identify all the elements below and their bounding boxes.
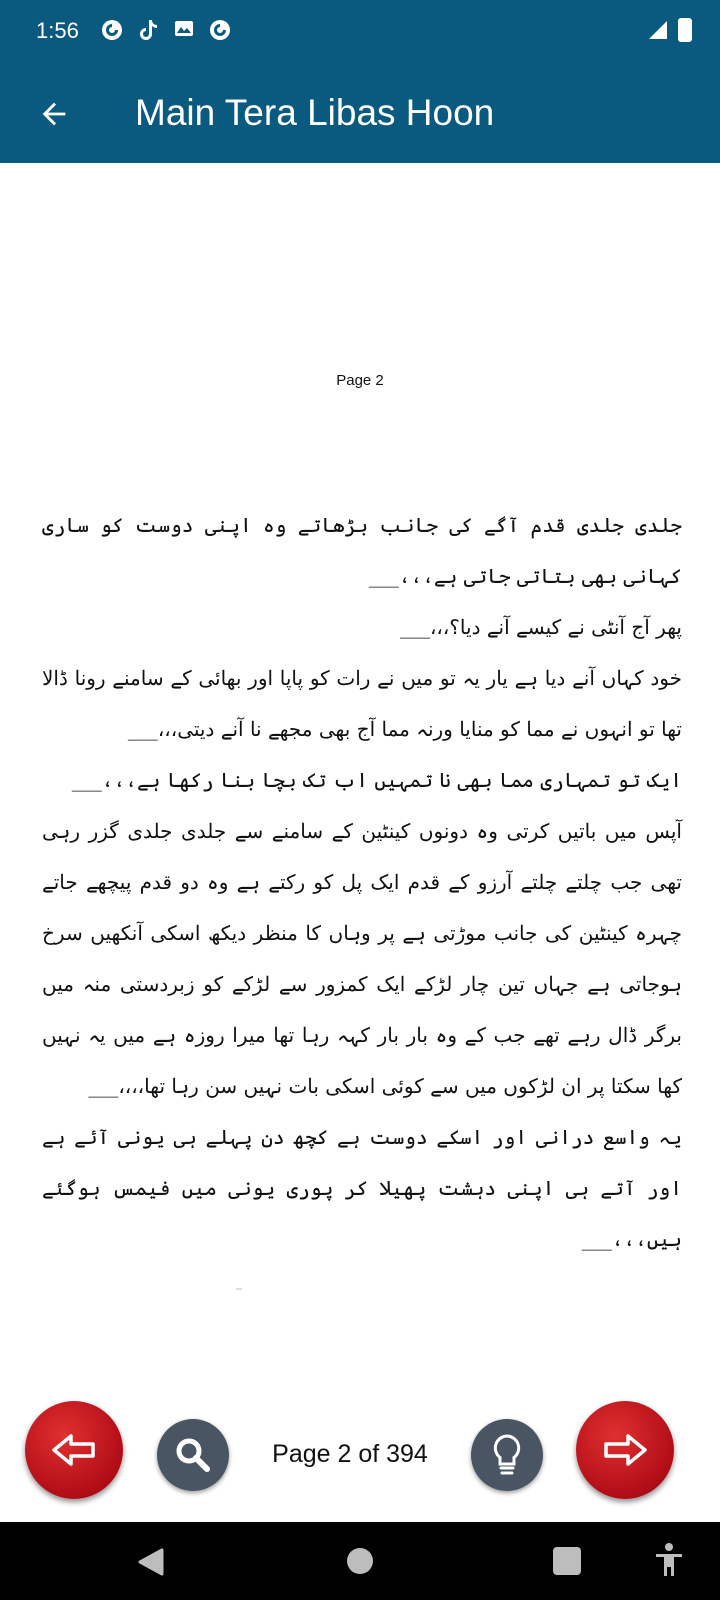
arrow-left-icon bbox=[37, 97, 71, 131]
lightbulb-icon bbox=[490, 1433, 524, 1477]
paragraph: جلدی جلدی قدم آگے کی جانب بڑھاتے وہ اپنی دوست کو ساری کہانی بھی بتاتی جاتی ہے،،،___ bbox=[42, 513, 682, 588]
battery-icon bbox=[678, 18, 692, 42]
page-label: Page 2 bbox=[336, 372, 384, 389]
accessibility-button[interactable] bbox=[654, 1542, 684, 1582]
search-button[interactable] bbox=[157, 1419, 229, 1491]
nav-back-button[interactable] bbox=[138, 1548, 164, 1580]
next-page-button[interactable] bbox=[576, 1401, 674, 1499]
previous-page-button[interactable] bbox=[25, 1401, 123, 1499]
paragraph: آپس میں باتیں کرتی وہ دونوں کینٹین کے سامنے سے جلدی جلدی گزر رہی تھی جب چلتے چلتے آرزو کے قدم ایک پل کو رکتے ہے وہ دو قدم پیچھے جاتے چہرہ کینٹین کی جانب موڑتی ہے پر وہاں کا منظر دیکھ اسکی آنکھیں سرخ ہوجاتی ہے جہاں تین چار لڑکے ایک کمزور سے لڑکے کو زبردستی منہ میں برگر ڈال رہے تھے جب کے وہ بار بار کہہ رہا تھا میرا روزہ ہے میں یہ نہیں کھا سکتا پر ان لڑکوں میں سے کوئی اسکی بات نہیں سن رہا تھا،،،،___ bbox=[42, 819, 682, 1098]
cast-icon bbox=[172, 19, 196, 41]
nav-home-button[interactable] bbox=[347, 1548, 373, 1574]
search-icon bbox=[173, 1435, 213, 1475]
pocket-casts-icon bbox=[208, 19, 232, 41]
status-time: 1:56 bbox=[36, 18, 79, 43]
page-mark bbox=[236, 1288, 242, 1290]
hint-button[interactable] bbox=[471, 1419, 543, 1491]
paragraph: خود کہاں آنے دیا ہے یار یہ تو میں نے رات کو پاپا اور بھائی کے سامنے رونا ڈالا تھا تو انہوں نے مما کو منایا ورنہ مما آج بھی مجھے نا آنے دیتی،،،___ bbox=[42, 666, 682, 741]
back-button[interactable] bbox=[30, 90, 78, 138]
arrow-left-outline-icon bbox=[51, 1433, 97, 1467]
notification-icons bbox=[100, 19, 232, 41]
page-counter: Page 2 of 394 bbox=[272, 1440, 428, 1468]
paragraph: پھر آج آنٹی نے کیسے آنے دیا؟،،،___ bbox=[399, 615, 682, 639]
system-nav-bar bbox=[0, 1522, 720, 1600]
app-title: Main Tera Libas Hoon bbox=[135, 92, 495, 133]
arrow-right-outline-icon bbox=[602, 1433, 648, 1467]
paragraph: ایک تو تمہاری مما بھی نا تمہیں اب تک بچا بنا رکھا ہے،،،___ bbox=[71, 768, 682, 792]
pocket-casts-icon bbox=[100, 19, 124, 41]
page-text bbox=[42, 500, 682, 1265]
signal-icon bbox=[648, 20, 668, 40]
status-bar bbox=[0, 0, 720, 64]
tiktok-icon bbox=[136, 19, 160, 41]
accessibility-icon bbox=[654, 1542, 684, 1578]
paragraph: یہ واسع درانی اور اسکے دوست ہے کچھ دن پہلے ہی یونی آئے ہے اور آتے ہی اپنی دہشت پھیلا کر پوری یونی میں فیمس ہوگئے ہیں،،،___ bbox=[42, 1125, 682, 1251]
nav-recents-button[interactable] bbox=[553, 1547, 581, 1575]
system-status bbox=[648, 18, 692, 42]
app-bar bbox=[0, 64, 720, 163]
triangle-back-icon bbox=[138, 1548, 164, 1576]
